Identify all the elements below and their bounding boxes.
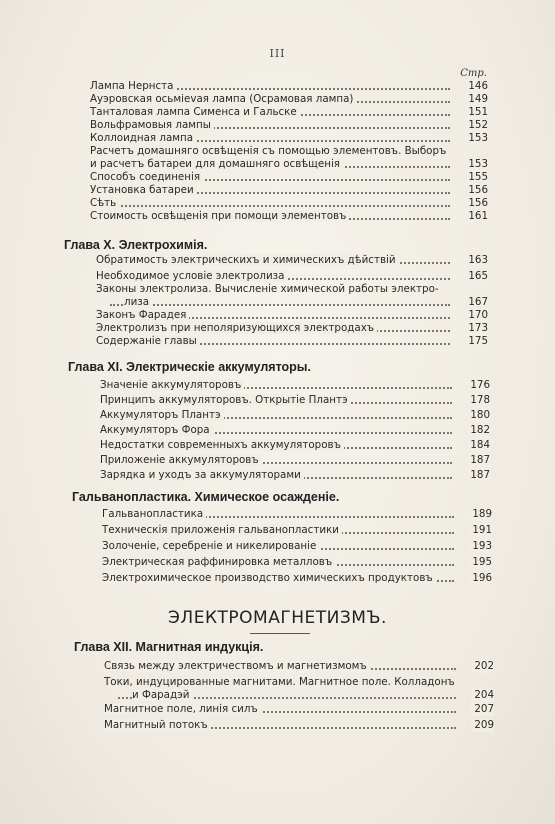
toc-entry-page: 176 — [467, 379, 490, 392]
toc-entry-page: 191 — [469, 524, 492, 537]
toc-entry-label: Законъ Фарадея — [96, 309, 189, 321]
toc-entry-page: 173 — [465, 322, 488, 335]
toc-entry-page: 196 — [469, 572, 492, 585]
toc-entry — [90, 158, 488, 171]
toc-entry-label: Способъ соединенія — [90, 171, 203, 183]
toc-group-galvanoplastics — [102, 508, 492, 588]
toc-entry — [100, 439, 490, 452]
toc-entry-page: 178 — [467, 394, 490, 407]
toc-entry — [104, 719, 494, 732]
toc-group-lighting — [90, 171, 488, 223]
toc-entry-page: 167 — [465, 296, 488, 309]
toc-entry-line: Расчетъ домашняго освѣщенія съ помощью элементовъ. Выборъ — [90, 145, 447, 157]
toc-entry-page: 163 — [465, 254, 488, 267]
toc-entry-label: Установка батареи — [90, 184, 197, 196]
toc-entry — [96, 296, 488, 309]
toc-entry-label: Коллоидная лампа — [90, 132, 196, 144]
toc-entry — [96, 322, 488, 335]
toc-group-accumulators — [100, 379, 490, 484]
toc-entry-page: 187 — [467, 454, 490, 467]
toc-group-electrochemistry — [96, 254, 488, 286]
toc-entry — [102, 556, 492, 569]
toc-entry — [96, 254, 488, 267]
toc-entry — [96, 309, 488, 322]
toc-entry — [90, 106, 488, 119]
toc-entry-page: 180 — [467, 409, 490, 422]
toc-entry-page: 184 — [467, 439, 490, 452]
toc-entry — [96, 270, 488, 283]
toc-entry-label: Необходимое условіе электролиза — [96, 270, 287, 282]
toc-entry-page: 204 — [471, 689, 494, 702]
leader-dots — [90, 205, 450, 207]
toc-multiline-entry — [96, 283, 488, 309]
toc-entry-label: Электрическая раффинировка металловъ — [102, 556, 335, 568]
toc-entry — [100, 469, 490, 482]
toc-entry-page: 153 — [465, 132, 488, 145]
toc-entry — [100, 409, 490, 422]
toc-entry-line: Законы электролиза. Вычисленіе химической работы электро- — [96, 283, 439, 295]
toc-entry-label: Гальванопластика — [102, 508, 206, 520]
toc-entry-label: Приложеніе аккумуляторовъ — [100, 454, 262, 466]
toc-entry — [90, 171, 488, 184]
toc-entry — [100, 379, 490, 392]
toc-entry-label: Лампа Нернста — [90, 80, 176, 92]
toc-entry-label: Принципъ аккумуляторовъ. Открытіе Плантэ — [100, 394, 351, 406]
toc-entry-label: Аккумуляторъ Плантэ — [100, 409, 224, 421]
toc-entry-page: 155 — [465, 171, 488, 184]
chapter-heading: Глава X. Электрохимія. — [64, 238, 208, 252]
toc-entry — [100, 454, 490, 467]
chapter-heading: Глава XII. Магнитная индукція. — [74, 640, 264, 654]
toc-multiline-entry — [104, 676, 494, 702]
page-column-label: Стр. — [460, 68, 487, 79]
toc-group-electrochemistry-2 — [96, 309, 488, 348]
toc-entry — [102, 508, 492, 521]
toc-entry-label: Связь между электричествомъ и магнетизмомъ — [104, 660, 370, 672]
toc-entry-page: 202 — [471, 660, 494, 673]
toc-entry-label: Вольфрамовыя лампы — [90, 119, 214, 131]
toc-entry — [90, 210, 488, 223]
toc-entry-label: Стоимость освѣщенія при помощи элементовъ — [90, 210, 349, 222]
toc-entry — [90, 80, 488, 93]
toc-entry-label: Зарядка и уходъ за аккумуляторами — [100, 469, 304, 481]
toc-entry-label: Аккумуляторъ Фора — [100, 424, 213, 436]
toc-group-magnetism — [104, 660, 494, 673]
toc-entry-page: 149 — [465, 93, 488, 106]
toc-entry — [102, 572, 492, 585]
toc-entry-label: и Фарадэй — [132, 689, 192, 701]
toc-entry — [102, 540, 492, 553]
toc-entry-line: Токи, индуцированные магнитами. Магнитное поле. Колладонъ — [104, 676, 455, 688]
toc-entry — [100, 424, 490, 437]
toc-entry-page: 156 — [465, 197, 488, 210]
toc-entry-label: Танталовая лампа Сименса и Гальске — [90, 106, 300, 118]
toc-entry-page: 156 — [465, 184, 488, 197]
toc-entry — [90, 184, 488, 197]
section-title: ЭЛЕКТРОМАГНЕТИЗМЪ. — [168, 608, 387, 628]
toc-entry-label: Электрохимическое производство химическихъ продуктовъ — [102, 572, 436, 584]
toc-entry-label: Техническія приложенія гальванопластики — [102, 524, 342, 536]
toc-entry-page: 187 — [467, 469, 490, 482]
toc-entry-page: 146 — [465, 80, 488, 93]
toc-entry-label: Ауэровская осьмievая лампа (Осрамовая лампа) — [90, 93, 356, 105]
toc-entry-page: 161 — [465, 210, 488, 223]
toc-entry-label: Золоченіе, серебреніе и никелированіе — [102, 540, 319, 552]
toc-entry-label: и расчетъ батареи для домашняго освѣщенія — [90, 158, 343, 170]
toc-entry-page: 165 — [465, 270, 488, 283]
toc-entry-page: 152 — [465, 119, 488, 132]
toc-entry — [104, 660, 494, 673]
toc-entry — [104, 689, 494, 702]
toc-entry-label: Магнитный потокъ — [104, 719, 211, 731]
toc-entry — [90, 119, 488, 132]
toc-entry — [100, 394, 490, 407]
toc-multiline-entry — [90, 145, 488, 171]
toc-group-magnetism-2 — [104, 703, 494, 735]
toc-entry — [90, 197, 488, 210]
toc-entry-label: лиза — [124, 296, 152, 308]
toc-entry-label: Недостатки современныхъ аккумуляторовъ — [100, 439, 344, 451]
toc-group-lamps — [90, 80, 488, 145]
toc-entry-page: 189 — [469, 508, 492, 521]
toc-entry-label: Обратимость электрическихъ и химическихъ дѣйствій — [96, 254, 399, 266]
toc-entry-label: Сѣть — [90, 197, 119, 209]
toc-entry-label: Магнитное поле, линія силъ — [104, 703, 261, 715]
toc-entry — [102, 524, 492, 537]
chapter-heading: Гальванопластика. Химическое осажденіе. — [72, 490, 340, 504]
toc-entry-page: 182 — [467, 424, 490, 437]
section-divider — [250, 633, 310, 634]
toc-entry — [96, 335, 488, 348]
toc-entry-page: 175 — [465, 335, 488, 348]
toc-entry — [104, 703, 494, 716]
toc-entry-page: 195 — [469, 556, 492, 569]
toc-entry-label: Содержаніе главы — [96, 335, 200, 347]
toc-entry-page: 170 — [465, 309, 488, 322]
toc-entry-page: 193 — [469, 540, 492, 553]
chapter-heading: Глава XI. Электрическіе аккумуляторы. — [68, 360, 311, 374]
leader-dots — [110, 304, 450, 306]
toc-entry-page: 151 — [465, 106, 488, 119]
toc-entry-label: Значеніе аккумуляторовъ — [100, 379, 244, 391]
toc-entry-page: 209 — [471, 719, 494, 732]
page-number: III — [269, 47, 286, 60]
toc-entry — [90, 132, 488, 145]
toc-entry-page: 153 — [465, 158, 488, 171]
toc-entry-label: Электролизъ при неполяризующихся электродахъ — [96, 322, 377, 334]
toc-entry-page: 207 — [471, 703, 494, 716]
toc-entry — [90, 93, 488, 106]
